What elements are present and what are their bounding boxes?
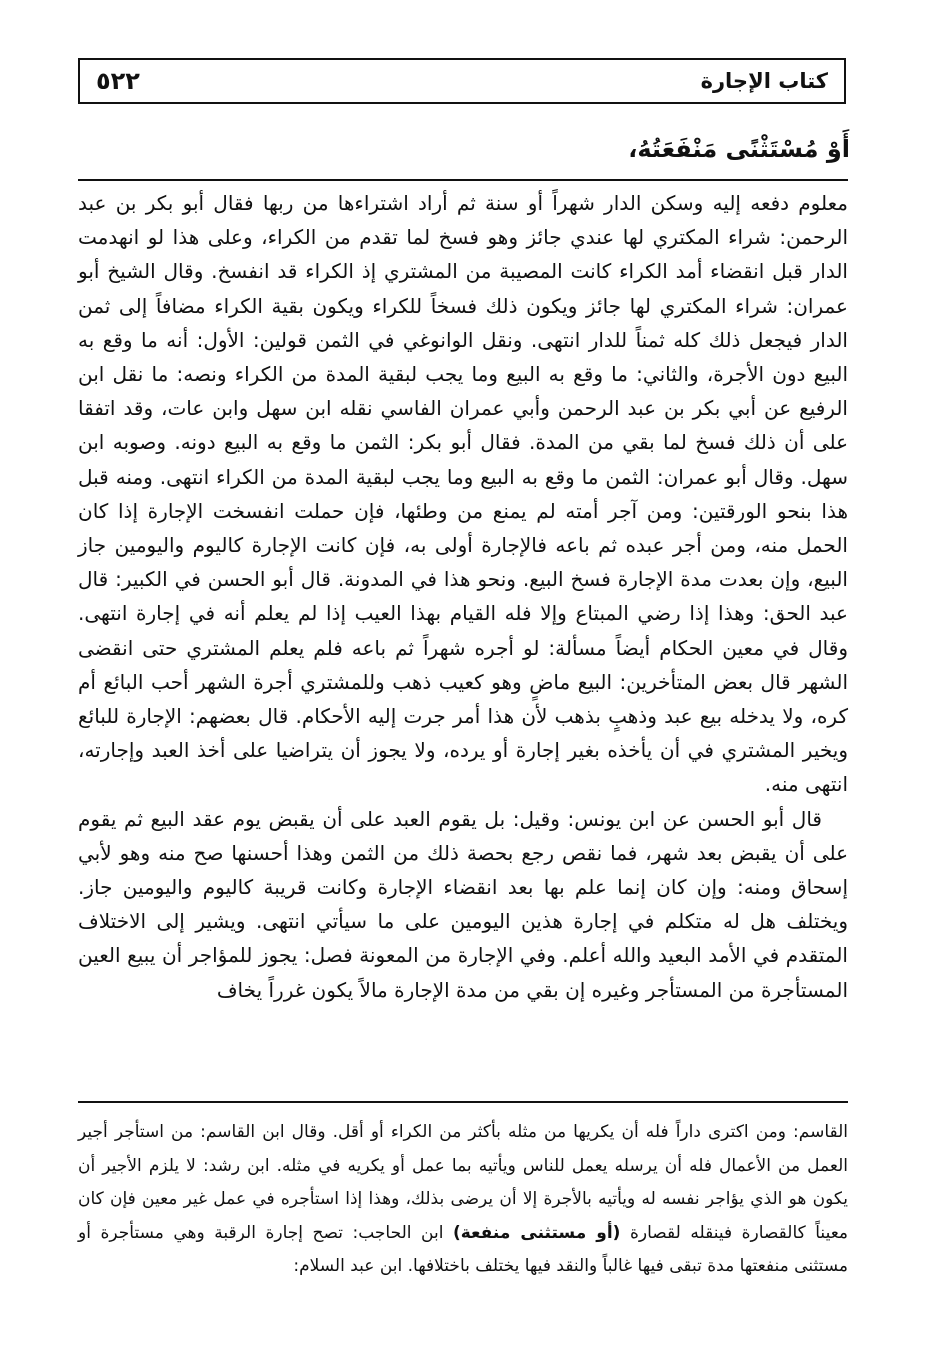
commentary-body: [78, 186, 848, 1007]
page-number: ٥٢٢: [96, 67, 140, 95]
book-title: كتاب الإجارة: [700, 69, 828, 93]
commentary-paragraph: قال أبو الحسن عن ابن يونس: وقيل: بل يقوم العبد على أن يقبض يوم عقد البيع ثم يقوم على أن يقبض بعد شهر، فما نقص رجع بحصة ذلك من الثمن وهذا أحسنها صح منه وهو لأبي إسحاق ومنه: وإن كان إنما علم بها بعد انقضاء الإجارة وكانت قريبة كاليوم واليومين جاز. ويختلف هل له متكلم في إجارة هذين اليومين على ما سيأتي انتهى. ويشير إلى الاختلاف المتقدم في الأمد البعيد والله أعلم. وفي الإجارة من المعونة فصل: يجوز للمؤاجر أن يبيع العين المستأجرة من المستأجر وغيره إن بقي من مدة الإجارة مالاً يكون غرراً يخاف: [78, 806, 848, 1002]
page-header: [78, 58, 846, 104]
footnote-divider: [78, 1101, 848, 1103]
footnote-block: [78, 1116, 848, 1284]
footnote-text: القاسم: ومن اكترى داراً فله أن يكريها من مثله بأكثر من الكراء أو أقل. وقال ابن القاسم: من استأجر أجير العمل من الأعمال فله أن يرسله يعمل للناس ويأتيه بما عمل أو يكريه في مثله. ابن رشد: لا يلزم الأجير أن يكون هو الذي يؤاجر نفسه له ويأتيه بالأجرة إلا أن يرضى بذلك، وهذا إذا استأجره في عمل غير معين فإن كان معيناً كالقصارة فينقله لقصارة: [78, 1122, 849, 1243]
book-page: [78, 58, 850, 1348]
matn-text: أَوْ مُسْتَثْنًى مَنْفَعَتُهُ،: [628, 135, 850, 163]
footnote-quote: (أو مستثنى منفعة): [452, 1222, 621, 1243]
commentary-paragraph: معلوم دفعه إليه وسكن الدار شهراً أو سنة ثم أراد اشتراءها من ربها فقال أبو بكر بن عبد الرحمن: شراء المكتري لها عندي جائز وهو فسخ لما تقدم من الكراء، وعلى هذا لو انهدمت الدار قبل انقضاء أمد الكراء كانت المصيبة من المشتري إذ الكراء قد انفسخ. وقال الشيخ أبو عمران: شراء المكتري لها جائز ويكون ذلك فسخاً للكراء ويكون بقية الكراء مضافاً إلى ثمن الدار فيجعل ذلك كله ثمناً للدار انتهى. ونقل الوانوغي في الثمن قولين: الأول: أنه ما وقع به البيع دون الأجرة، والثاني: ما وقع به البيع وما يجب لبقية المدة من الكراء ونصه: ما نقل ابن الرفيع عن أبي بكر بن عبد الرحمن وأبي عمران الفاسي نقله ابن سهل وابن عات، وقد اتفقا على أن ذلك فسخ لما بقي من المدة. فقال أبو بكر: الثمن ما وقع به البيع دونه. وصوبه ابن سهل. وقال أبو عمران: الثمن ما وقع به البيع وما يجب لبقية المدة من الكراء انتهى. ومنه قبل هذا بنحو الورقتين: ومن آجر أمته لم يمنع من وطئها، فإن حملت انفسخت الإجارة إذا كان الحمل منه، ومن أجر عبده ثم باعه فالإجارة أولى به، فإن كانت الإجارة كاليوم واليومين جاز البيع، وإن بعدت مدة الإجارة فسخ البيع. ونحو هذا في المدونة. قال أبو الحسن في الكبير: قال عبد الحق: وهذا إذا رضي المبتاع وإلا فله القيام بهذا العيب إذا لم يعلم أنه في إجارة انتهى. وقال في معين الحكام أيضاً مسألة: لو أجره شهراً ثم باعه فلم يعلم المشتري حتى انقضى الشهر قال بعض المتأخرين: البيع ماضٍ وهو كعيب ذهب وللمشتري أجرة الشهر أحب البائع أم كره، ولا يدخله بيع عبد وذهبٍ بذهب لأن هذا أمر جرت إليه الأحكام. قال بعضهم: الإجارة للبائع ويخير المشتري في أن يأخذه بغير إجارة أو يرده، ولا يجوز أن يتراضيا على أخذ العبد وإجارته، انتهى منه.: [78, 191, 848, 797]
footnote-text: ابن الحاجب: تصح إجارة الرقبة وهي مستأجرة أو مستثنى منفعتها مدة تبقى فيها غالباً والنقد فيها يختلف باختلافها. ابن عبد السلام:: [78, 1222, 848, 1276]
top-divider: [78, 179, 848, 181]
